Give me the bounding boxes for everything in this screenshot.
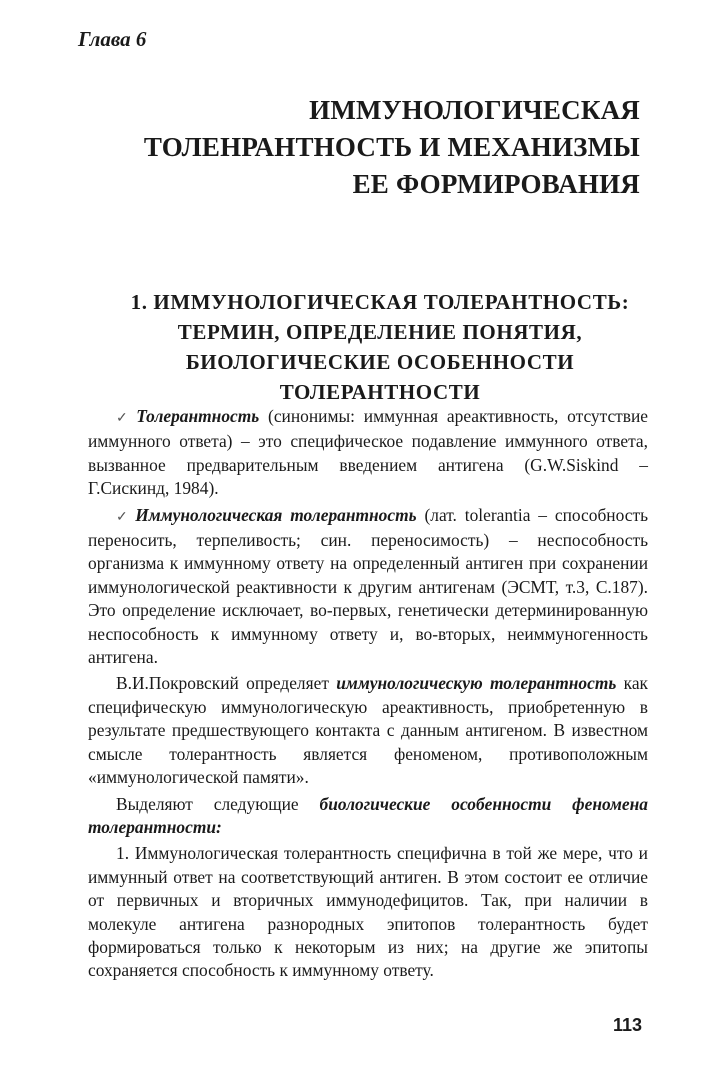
term-biological-features: биологические особенности феномена толерантности: xyxy=(88,793,648,837)
section-title xyxy=(100,287,660,407)
paragraph-text: 1. Иммунологическая толерантность специфична в той же мере, что и иммунный ответ на соответствующий антиген. В этом состоит ее отличие от первичных и вторичных иммунодефицитов. Так, при наличии в молекуле антигена разнородных эпитопов толерантность будет формироваться только к некоторым из них; на другие же эпитопы сохраняется способность к иммунному ответу. xyxy=(88,843,648,981)
chapter-title-line: ИММУНОЛОГИЧЕСКАЯ xyxy=(309,95,640,125)
section-title-line: БИОЛОГИЧЕСКИЕ ОСОБЕННОСТИ xyxy=(185,350,575,374)
paragraph-tolerance-definition xyxy=(88,405,648,501)
paragraph-text: (синонимы: иммунная ареактивность, отсутствие иммунного ответа) – это специфическое подавление иммунного ответа, вызванное предварительным введением антигена (G.W.Siskind – Г.Сискинд, 1984). xyxy=(88,406,648,499)
paragraph-text: (лат. tolerantia – способность переносить, терпеливость; син. переносимость) – неспособность организма к иммунному ответу на определенный антиген при сохранении иммунологической реактивности к другим антигенам (ЭСМТ, т.3, С.187). Это определение исключает, во-первых, генетически детерминированную неспособность к иммунному ответу и, во-вторых, неиммуногенность антигена. xyxy=(88,504,648,668)
term-immunological-tolerance: Иммунологическая толерантность xyxy=(135,504,417,525)
section-title-line: ТОЛЕРАНТНОСТИ xyxy=(279,380,481,404)
section-title-line: 1. ИММУНОЛОГИЧЕСКАЯ ТОЛЕРАНТНОСТЬ: xyxy=(130,290,630,314)
chapter-title-line: ЕЕ ФОРМИРОВАНИЯ xyxy=(352,169,640,199)
paragraph-text: как специфическую иммунологическую ареактивность, приобретенную в результате предшествующего контакта с данным антигеном. В известном смысле толерантность является феноменом, противоположным «иммунологической памяти». xyxy=(88,673,648,788)
term-tolerance: Толерантность xyxy=(136,406,260,426)
chapter-title xyxy=(60,92,640,203)
page-number: 113 xyxy=(612,1015,642,1035)
body-text xyxy=(88,405,648,983)
paragraph-text: В.И.Покровский определяет xyxy=(116,673,337,694)
chapter-label: Глава 6 xyxy=(78,27,147,51)
paragraph-pokrovsky xyxy=(88,672,648,789)
paragraph-feature-1 xyxy=(88,842,648,982)
paragraph-immunological-tolerance xyxy=(88,504,648,670)
margin-mark-icon: ✓ xyxy=(116,509,132,525)
term-immunological-tolerance-acc: иммунологическую толерантность xyxy=(336,673,617,694)
chapter-title-line: ТОЛЕНРАНТНОСТЬ И МЕХАНИЗМЫ xyxy=(143,132,640,162)
section-title-line: ТЕРМИН, ОПРЕДЕЛЕНИЕ ПОНЯТИЯ, xyxy=(177,320,583,344)
paragraph-features-intro xyxy=(88,793,648,840)
paragraph-text: Выделяют следующие xyxy=(116,793,320,814)
margin-mark-icon: ✓ xyxy=(116,411,133,426)
